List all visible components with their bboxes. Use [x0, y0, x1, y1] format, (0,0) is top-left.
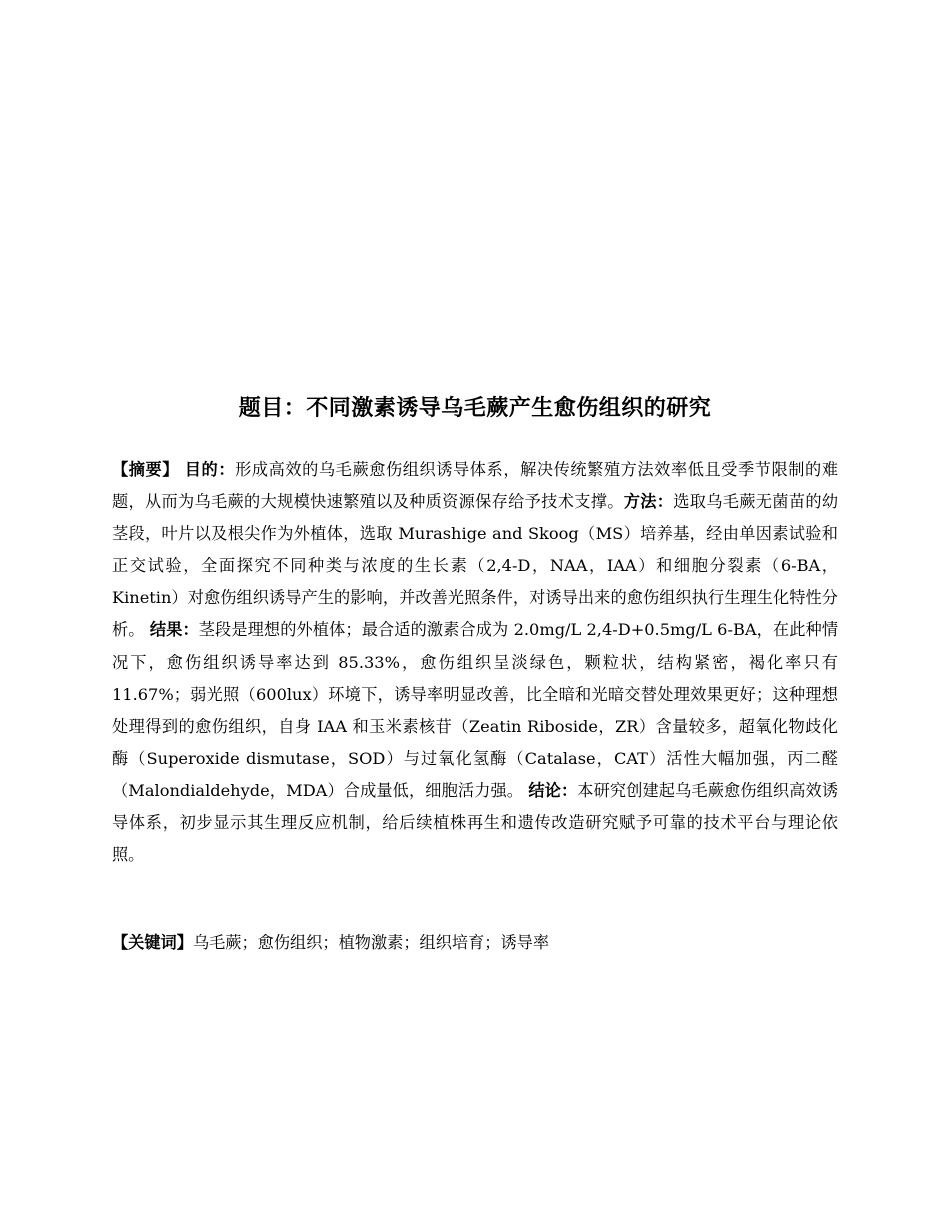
keywords-label: 【关键词】 [112, 933, 193, 952]
abstract-paragraph [112, 454, 838, 871]
method-text: 选取乌毛蕨无菌苗的幼茎段，叶片以及根尖作为外植体，选取 Murashige and Skoog（MS）培养基，经由单因素试验和正交试验，全面探究不同种类与浓度的生长素（2,4-D，NAA，IAA）和细胞分裂素（6-BA，Kinetin）对愈伤组织诱导产生的影响，并改善光照条件，对诱导出来的愈伤组织执行生理生化特性分析。 [112, 492, 839, 640]
keywords-line [112, 927, 838, 959]
conclusion-text: 本研究创建起乌毛蕨愈伤组织高效诱导体系，初步显示其生理反应机制，给后续植株再生和遗传改造研究赋予可靠的技术平台与理论依照。 [112, 780, 839, 865]
purpose-text: 形成高效的乌毛蕨愈伤组织诱导体系，解决传统繁殖方法效率低且受季节限制的难题，从而为乌毛蕨的大规模快速繁殖以及种质资源保存给予技术支撑。 [112, 460, 839, 512]
method-label: 方法： [623, 492, 674, 512]
result-text: 茎段是理想的外植体；最合适的激素合成为 2.0mg/L 2,4-D+0.5mg/L 6-BA，在此种情况下，愈伤组织诱导率达到 85.33%，愈伤组织呈淡绿色，颗粒状，结构紧密，褐化率只有 11.67%；弱光照（600lux）环境下，诱导率明显改善，比全暗和光暗交替处理效果更好；这种理想处理得到的愈伤组织，自身 IAA 和玉米素核苷（Zeatin Riboside，ZR）含量较多，超氧化物歧化酶（Superoxide dismutase，SOD）与过氧化氢酶（Catalase，CAT）活性大幅加强，丙二醛（Malondialdehyde，MDA）合成量低，细胞活力强。 [112, 620, 839, 800]
keywords-text: 乌毛蕨；愈伤组织；植物激素；组织培育；诱导率 [192, 933, 550, 952]
purpose-label: 目的： [184, 460, 236, 479]
abstract-label: 【摘要】 [112, 460, 180, 479]
paper-title: 题目：不同激素诱导乌毛蕨产生愈伤组织的研究 [238, 396, 712, 421]
conclusion-label: 结论： [528, 780, 578, 800]
result-label: 结果： [149, 620, 199, 640]
